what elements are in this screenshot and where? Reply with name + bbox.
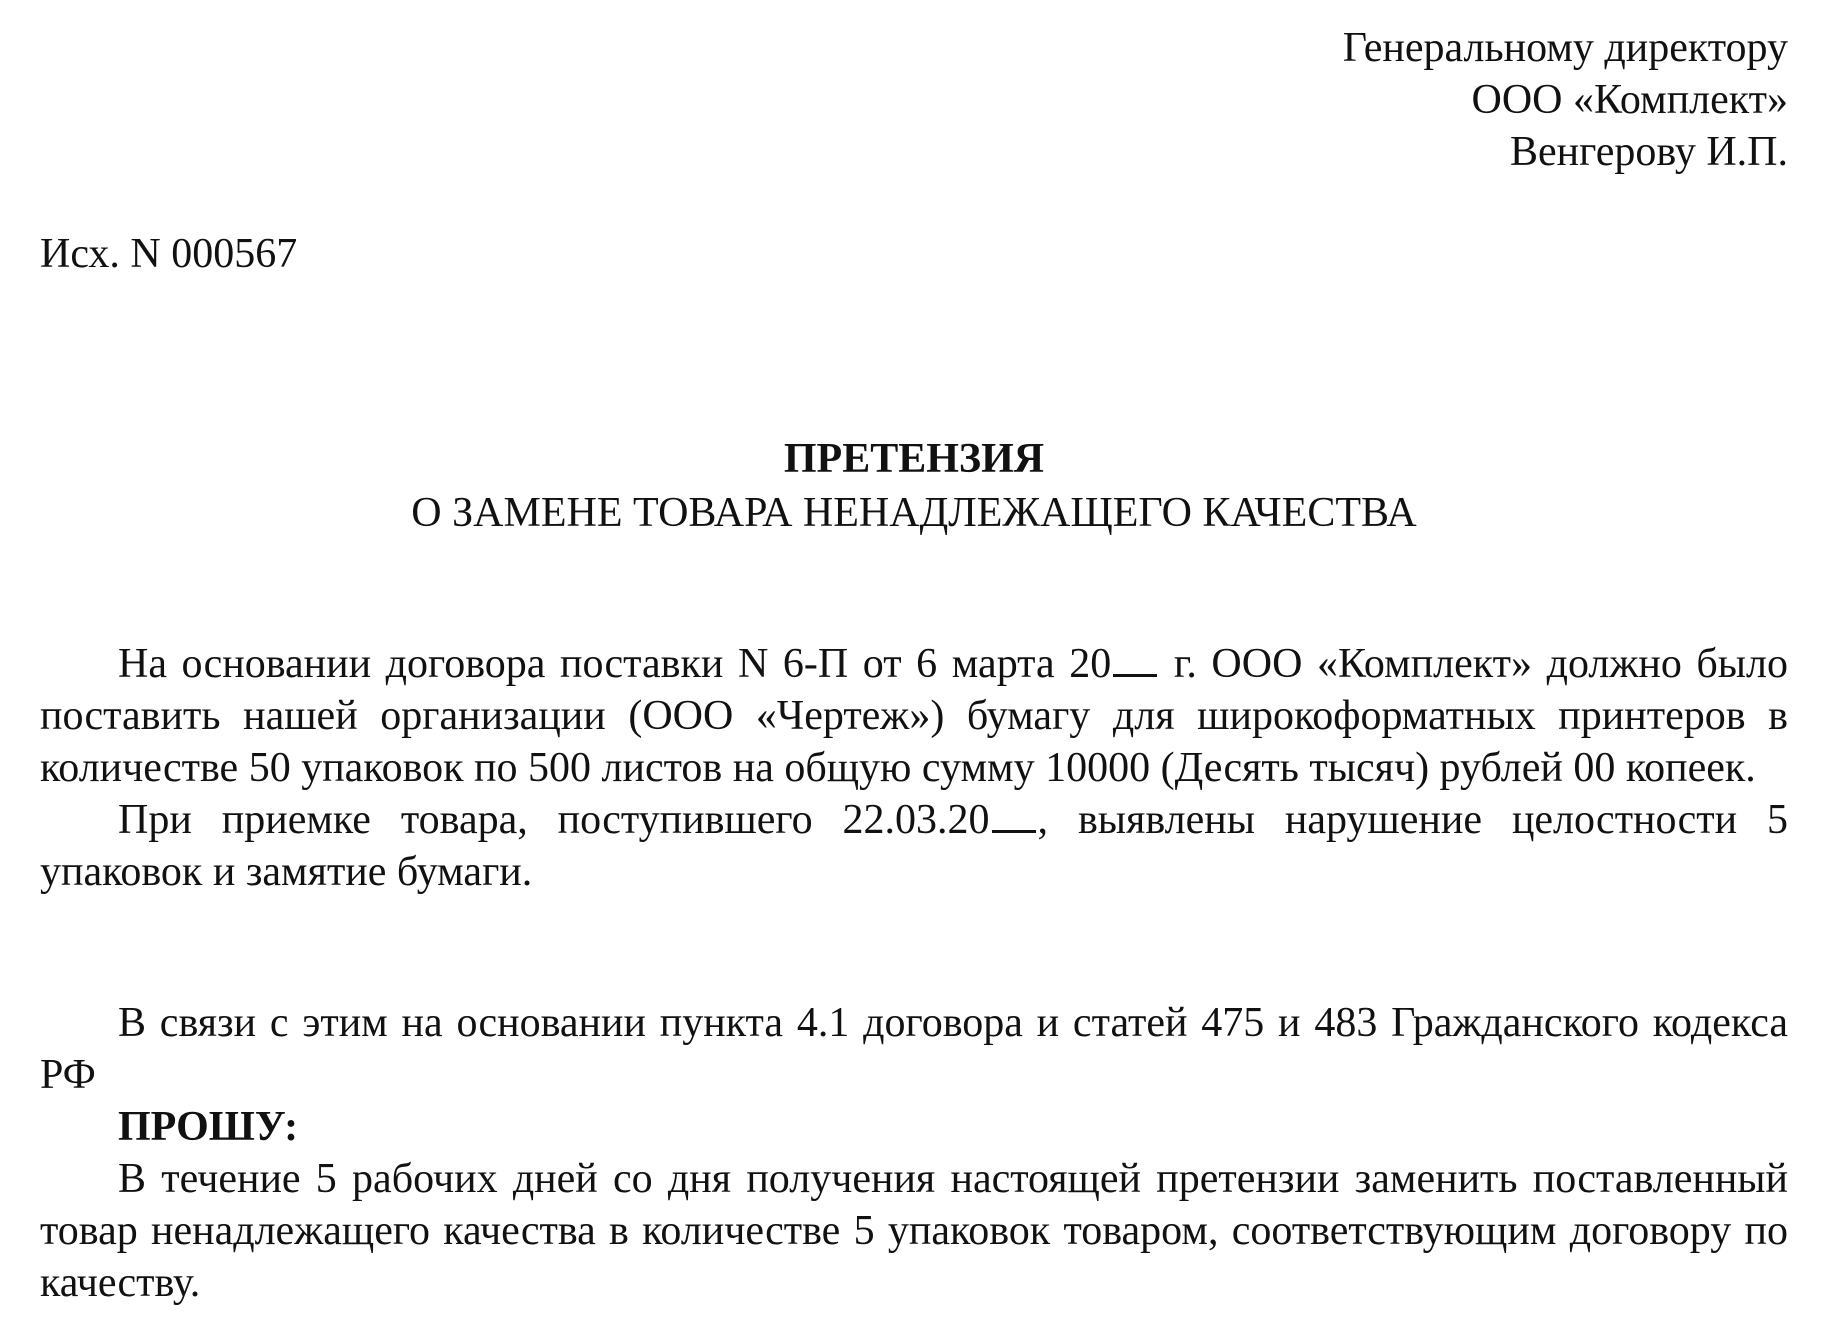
title-main: ПРЕТЕНЗИЯ — [783, 436, 1045, 482]
document-title — [40, 432, 1788, 540]
paragraph-contract-part2: г. ООО «Комплект» должно было поставить нашей организации (ООО «Чертеж») бумагу для широкоформатных принтеров в количестве 50 упаковок по 500 листов на общую сумму 10000 (Десять тысяч) рублей 00 копеек. — [40, 641, 1788, 791]
paragraph-legal-basis: В связи с этим на основании пункта 4.1 договора и статей 475 и 483 Гражданского кодекса РФ — [40, 1000, 1788, 1098]
addressee-block — [1343, 22, 1788, 178]
year-blank — [1113, 644, 1157, 677]
title-subtitle: О ЗАМЕНЕ ТОВАРА НЕНАДЛЕЖАЩЕГО КАЧЕСТВА — [411, 490, 1417, 536]
request-heading: ПРОШУ: — [118, 1104, 299, 1150]
paragraph-defects — [40, 794, 1788, 898]
paragraph-contract — [40, 638, 1788, 794]
document-page — [40, 0, 1788, 1325]
addressee-name: Венгерову И.П. — [1509, 129, 1788, 175]
claim-facts — [40, 638, 1788, 898]
outgoing-number: Исх. N 000567 — [40, 231, 298, 277]
addressee-position: Генеральному директору — [1342, 25, 1788, 71]
paragraph-contract-part1: На основании договора поставки N 6-П от 6 марта 20 — [118, 641, 1112, 687]
paragraph-defects-part1: При приемке товара, поступившего 22.03.20 — [118, 797, 990, 843]
addressee-company: ООО «Комплект» — [1471, 77, 1788, 123]
paragraph-defects-part2: , выявлены нарушение целостности 5 упаковок и замятие бумаги. — [40, 797, 1788, 895]
claim-request — [40, 997, 1788, 1309]
paragraph-request: В течение 5 рабочих дней со дня получения настоящей претензии заменить поставленный товар ненадлежащего качества в количестве 5 упаковок товаром, соответствующим договору по качеству. — [40, 1156, 1788, 1306]
year-blank — [992, 800, 1036, 833]
